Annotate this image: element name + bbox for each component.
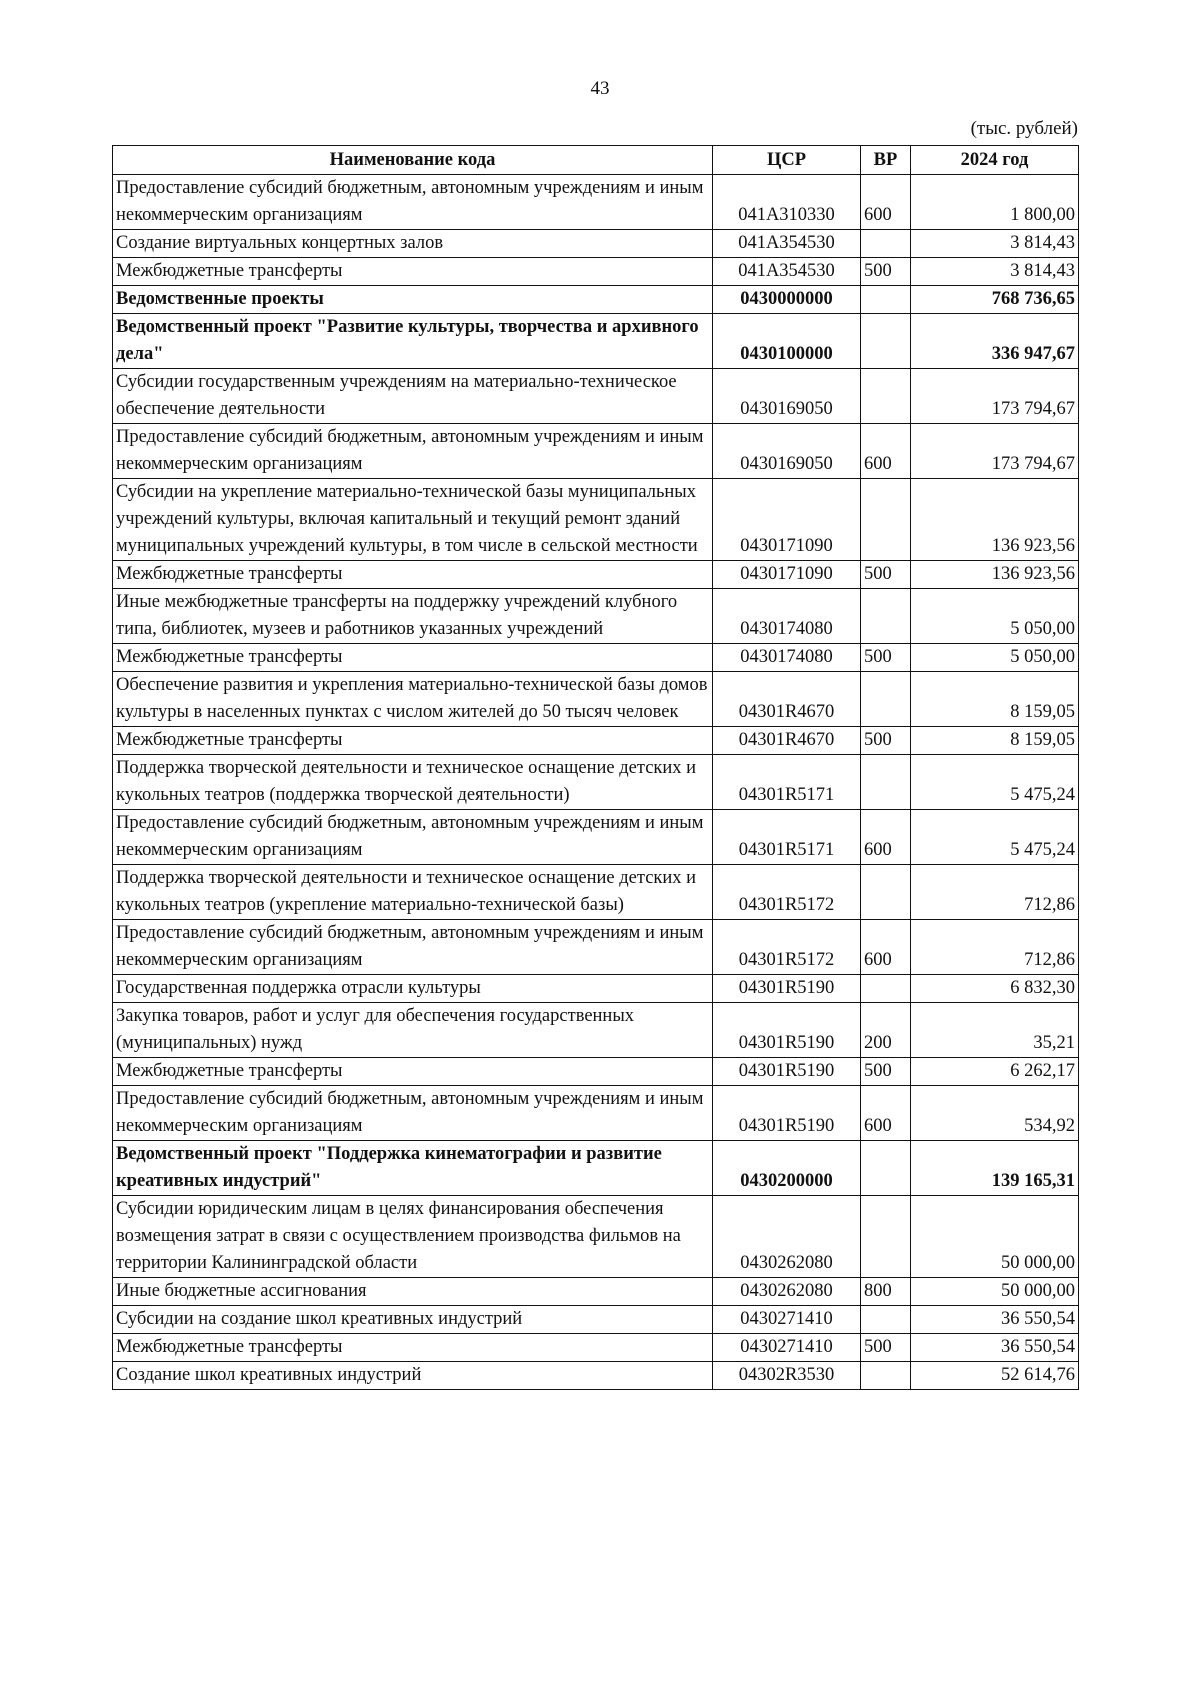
table-row: [113, 230, 1079, 258]
table-row: [113, 1196, 1079, 1278]
row-csr: 04301R5190: [713, 1003, 861, 1058]
table-header-row: [113, 146, 1079, 175]
header-name: Наименование кода: [113, 146, 713, 175]
row-name: Субсидии на укрепление материально-технической базы муниципальных учреждений культуры, включая капитальный и текущий ремонт зданий муниципальных учреждений культуры, в том числе в сельской местности: [113, 479, 713, 561]
row-sum: 5 475,24: [911, 755, 1079, 810]
row-sum: 5 050,00: [911, 589, 1079, 644]
row-name: Межбюджетные трансферты: [113, 644, 713, 672]
row-name: Межбюджетные трансферты: [113, 727, 713, 755]
table-row: [113, 810, 1079, 865]
row-csr: 0430169050: [713, 424, 861, 479]
row-csr: 04301R5190: [713, 1086, 861, 1141]
table-row: [113, 672, 1079, 727]
row-sum: 5 475,24: [911, 810, 1079, 865]
row-vr: 600: [861, 1086, 911, 1141]
row-name: Поддержка творческой деятельности и техническое оснащение детских и кукольных театров (укрепление материально-технической базы): [113, 865, 713, 920]
row-vr: [861, 589, 911, 644]
row-csr: 04301R5172: [713, 865, 861, 920]
table-row: [113, 1003, 1079, 1058]
row-csr: 0430271410: [713, 1334, 861, 1362]
row-sum: 336 947,67: [911, 314, 1079, 369]
row-csr: 04301R5172: [713, 920, 861, 975]
row-name: Межбюджетные трансферты: [113, 1334, 713, 1362]
row-csr: 0430171090: [713, 561, 861, 589]
row-csr: 0430169050: [713, 369, 861, 424]
header-sum: 2024 год: [911, 146, 1079, 175]
row-sum: 139 165,31: [911, 1141, 1079, 1196]
row-csr: 0430200000: [713, 1141, 861, 1196]
table-row: [113, 258, 1079, 286]
header-vr: ВР: [861, 146, 911, 175]
table-row: [113, 1086, 1079, 1141]
row-csr: 0430174080: [713, 589, 861, 644]
row-sum: 6 832,30: [911, 975, 1079, 1003]
row-sum: 6 262,17: [911, 1058, 1079, 1086]
row-vr: [861, 755, 911, 810]
row-name: Субсидии на создание школ креативных индустрий: [113, 1306, 713, 1334]
row-csr: 0430262080: [713, 1278, 861, 1306]
row-sum: 768 736,65: [911, 286, 1079, 314]
row-sum: 35,21: [911, 1003, 1079, 1058]
row-csr: 041A354530: [713, 230, 861, 258]
table-row: [113, 1058, 1079, 1086]
row-vr: [861, 230, 911, 258]
row-vr: [861, 314, 911, 369]
row-name: Ведомственные проекты: [113, 286, 713, 314]
table-row: [113, 727, 1079, 755]
row-csr: 0430262080: [713, 1196, 861, 1278]
table-row: [113, 589, 1079, 644]
table-row: [113, 369, 1079, 424]
row-name: Межбюджетные трансферты: [113, 1058, 713, 1086]
row-name: Межбюджетные трансферты: [113, 258, 713, 286]
row-vr: [861, 479, 911, 561]
row-csr: 0430100000: [713, 314, 861, 369]
row-csr: 04301R5171: [713, 755, 861, 810]
table-row: [113, 865, 1079, 920]
row-vr: 500: [861, 1058, 911, 1086]
row-name: Ведомственный проект "Развитие культуры, творчества и архивного дела": [113, 314, 713, 369]
units-label: (тыс. рублей): [970, 118, 1078, 139]
row-name: Предоставление субсидий бюджетным, автономным учреждениям и иным некоммерческим организациям: [113, 810, 713, 865]
row-csr: 04302R3530: [713, 1362, 861, 1390]
row-csr: 0430174080: [713, 644, 861, 672]
row-sum: 712,86: [911, 865, 1079, 920]
row-sum: 3 814,43: [911, 258, 1079, 286]
row-vr: [861, 1306, 911, 1334]
row-vr: [861, 1362, 911, 1390]
row-vr: [861, 975, 911, 1003]
row-vr: 600: [861, 920, 911, 975]
row-name: Создание школ креативных индустрий: [113, 1362, 713, 1390]
row-vr: 200: [861, 1003, 911, 1058]
row-name: Иные бюджетные ассигнования: [113, 1278, 713, 1306]
table-row: [113, 920, 1079, 975]
table-row: [113, 975, 1079, 1003]
row-sum: 534,92: [911, 1086, 1079, 1141]
row-vr: [861, 286, 911, 314]
row-sum: 50 000,00: [911, 1278, 1079, 1306]
row-name: Предоставление субсидий бюджетным, автономным учреждениям и иным некоммерческим организациям: [113, 1086, 713, 1141]
row-name: Межбюджетные трансферты: [113, 561, 713, 589]
row-vr: 500: [861, 644, 911, 672]
table-row: [113, 1334, 1079, 1362]
row-sum: 173 794,67: [911, 424, 1079, 479]
row-csr: 041A310330: [713, 175, 861, 230]
row-name: Обеспечение развития и укрепления материально-технической базы домов культуры в населенных пунктах с числом жителей до 50 тысяч человек: [113, 672, 713, 727]
row-name: Государственная поддержка отрасли культуры: [113, 975, 713, 1003]
row-csr: 0430171090: [713, 479, 861, 561]
row-csr: 0430271410: [713, 1306, 861, 1334]
table-row: [113, 424, 1079, 479]
row-sum: 50 000,00: [911, 1196, 1079, 1278]
row-sum: 36 550,54: [911, 1306, 1079, 1334]
row-name: Предоставление субсидий бюджетным, автономным учреждениям и иным некоммерческим организациям: [113, 175, 713, 230]
page-number: 43: [590, 78, 610, 99]
row-sum: 8 159,05: [911, 672, 1079, 727]
row-vr: [861, 672, 911, 727]
row-name: Предоставление субсидий бюджетным, автономным учреждениям и иным некоммерческим организациям: [113, 920, 713, 975]
row-name: Поддержка творческой деятельности и техническое оснащение детских и кукольных театров (поддержка творческой деятельности): [113, 755, 713, 810]
header-csr: ЦСР: [713, 146, 861, 175]
table-row: [113, 286, 1079, 314]
table-row: [113, 1362, 1079, 1390]
row-vr: 500: [861, 561, 911, 589]
row-vr: [861, 369, 911, 424]
row-name: Субсидии юридическим лицам в целях финансирования обеспечения возмещения затрат в связи с осуществлением производства фильмов на территории Калининградской области: [113, 1196, 713, 1278]
table-row: [113, 479, 1079, 561]
row-csr: 0430000000: [713, 286, 861, 314]
table-row: [113, 1306, 1079, 1334]
row-csr: 04301R5171: [713, 810, 861, 865]
row-csr: 04301R4670: [713, 672, 861, 727]
row-vr: [861, 1196, 911, 1278]
row-name: Ведомственный проект "Поддержка кинематографии и развитие креативных индустрий": [113, 1141, 713, 1196]
row-sum: 3 814,43: [911, 230, 1079, 258]
row-sum: 136 923,56: [911, 479, 1079, 561]
row-sum: 8 159,05: [911, 727, 1079, 755]
row-csr: 04301R4670: [713, 727, 861, 755]
row-name: Предоставление субсидий бюджетным, автономным учреждениям и иным некоммерческим организациям: [113, 424, 713, 479]
table-row: [113, 644, 1079, 672]
table-row: [113, 561, 1079, 589]
row-sum: 52 614,76: [911, 1362, 1079, 1390]
row-vr: 500: [861, 1334, 911, 1362]
row-sum: 136 923,56: [911, 561, 1079, 589]
row-name: Субсидии государственным учреждениям на материально-техническое обеспечение деятельности: [113, 369, 713, 424]
row-vr: 600: [861, 175, 911, 230]
row-sum: 5 050,00: [911, 644, 1079, 672]
table-row: [113, 755, 1079, 810]
table-row: [113, 1278, 1079, 1306]
row-sum: 1 800,00: [911, 175, 1079, 230]
row-vr: 800: [861, 1278, 911, 1306]
budget-table: [112, 145, 1079, 1390]
row-vr: [861, 865, 911, 920]
row-vr: 500: [861, 727, 911, 755]
row-sum: 36 550,54: [911, 1334, 1079, 1362]
table-row: [113, 175, 1079, 230]
row-name: Создание виртуальных концертных залов: [113, 230, 713, 258]
row-sum: 712,86: [911, 920, 1079, 975]
row-name: Иные межбюджетные трансферты на поддержку учреждений клубного типа, библиотек, музеев и работников указанных учреждений: [113, 589, 713, 644]
row-csr: 04301R5190: [713, 1058, 861, 1086]
row-vr: [861, 1141, 911, 1196]
row-csr: 04301R5190: [713, 975, 861, 1003]
row-name: Закупка товаров, работ и услуг для обеспечения государственных (муниципальных) нужд: [113, 1003, 713, 1058]
row-sum: 173 794,67: [911, 369, 1079, 424]
table-row: [113, 314, 1079, 369]
row-vr: 600: [861, 424, 911, 479]
row-vr: 600: [861, 810, 911, 865]
row-csr: 041A354530: [713, 258, 861, 286]
row-vr: 500: [861, 258, 911, 286]
table-row: [113, 1141, 1079, 1196]
